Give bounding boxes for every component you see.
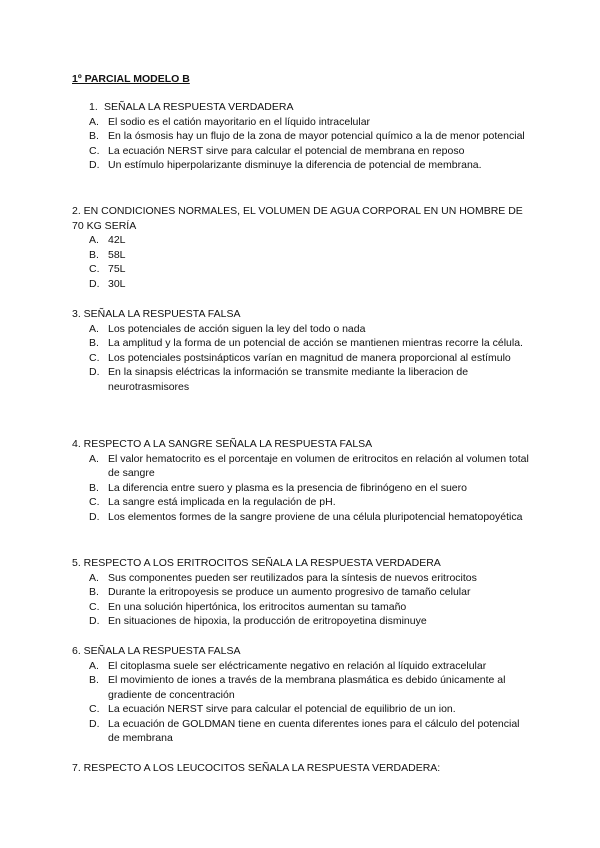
question-5-heading: 5. RESPECTO A LOS ERITROCITOS SEÑALA LA RESPUESTA VERDADERA	[72, 557, 441, 569]
question-7	[72, 761, 532, 776]
question-1-heading: 1. SEÑALA LA RESPUESTA VERDADERA	[89, 101, 294, 113]
question-1	[72, 100, 532, 173]
question-2-options	[72, 233, 532, 291]
option-a: A. El citoplasma suele ser eléctricamente negativo en relación al líquido extracelular	[89, 659, 487, 672]
option-b: B. La amplitud y la forma de un potencial de acción se mantienen mientras recorre la célula.	[89, 337, 523, 349]
question-2	[72, 204, 532, 291]
option-a: A. 42L	[89, 234, 126, 246]
option-c: C. La ecuación NERST sirve para calcular el potencial de equilibrio de un ion.	[89, 703, 456, 715]
question-6-options	[72, 659, 532, 746]
option-d: D. En la sinapsis eléctricas la información se transmite mediante la liberacion de neurotrasmisores	[89, 366, 469, 393]
option-c: C. En una solución hipertónica, los eritrocitos aumentan su tamaño	[89, 600, 407, 613]
option-d: D. Un estímulo hiperpolarizante disminuye la diferencia de potencial de membrana.	[89, 159, 482, 171]
option-c: C. Los potenciales postsinápticos varían en magnitud de manera proporcional al estímulo	[89, 351, 511, 364]
question-2-heading: 2. EN CONDICIONES NORMALES, EL VOLUMEN DE AGUA CORPORAL EN UN HOMBRE DE 70 KG SERÍA	[72, 205, 523, 232]
option-c: C. 75L	[89, 263, 126, 275]
question-3-heading: 3. SEÑALA LA RESPUESTA FALSA	[72, 308, 241, 320]
option-b: B. En la ósmosis hay un flujo de la zona de mayor potencial químico a la de menor potencial	[89, 130, 525, 142]
option-a: A. Sus componentes pueden ser reutilizados para la síntesis de nuevos eritrocitos	[89, 571, 477, 584]
question-6-heading: 6. SEÑALA LA RESPUESTA FALSA	[72, 645, 241, 657]
question-1-options	[72, 115, 532, 173]
question-4	[72, 437, 532, 524]
option-d: D. Los elementos formes de la sangre proviene de una célula pluripotencial hematopoyética	[89, 510, 523, 523]
question-4-options	[72, 452, 532, 525]
question-6	[72, 644, 532, 746]
option-a: A. El sodio es el catión mayoritario en el líquido intracelular	[89, 115, 371, 128]
question-1-number: 1.	[89, 101, 98, 113]
document-title: 1º PARCIAL MODELO B	[72, 73, 190, 85]
option-d: D. En situaciones de hipoxia, la producción de eritropoyetina disminuye	[89, 615, 427, 627]
question-5-options	[72, 571, 532, 629]
question-4-heading: 4. RESPECTO A LA SANGRE SEÑALA LA RESPUESTA FALSA	[72, 438, 373, 450]
option-c: C. La sangre está implicada en la regulación de pH.	[89, 496, 336, 508]
question-3	[72, 307, 532, 394]
question-7-heading: 7. RESPECTO A LOS LEUCOCITOS SEÑALA LA RESPUESTA VERDADERA:	[72, 762, 441, 774]
option-b: B. Durante la eritropoyesis se produce un aumento progresivo de tamaño celular	[89, 586, 471, 598]
option-b: B. 58L	[89, 248, 126, 261]
option-a: A. El valor hematocrito es el porcentaje en volumen de eritrocitos en relación al volumen total de sangre	[89, 452, 529, 479]
question-5	[72, 556, 532, 629]
option-d: D. 30L	[89, 277, 126, 290]
option-a: A. Los potenciales de acción siguen la ley del todo o nada	[89, 322, 366, 335]
option-c: C. La ecuación NERST sirve para calcular el potencial de membrana en reposo	[89, 144, 465, 157]
option-b: B. La diferencia entre suero y plasma es la presencia de fibrinógeno en el suero	[89, 481, 467, 494]
option-d: D. La ecuación de GOLDMAN tiene en cuenta diferentes iones para el cálculo del potencial de membrana	[89, 717, 520, 744]
option-b: B. El movimiento de iones a través de la membrana plasmática es debido únicamente al gradiente de concentración	[89, 674, 506, 701]
question-3-options	[72, 322, 532, 395]
